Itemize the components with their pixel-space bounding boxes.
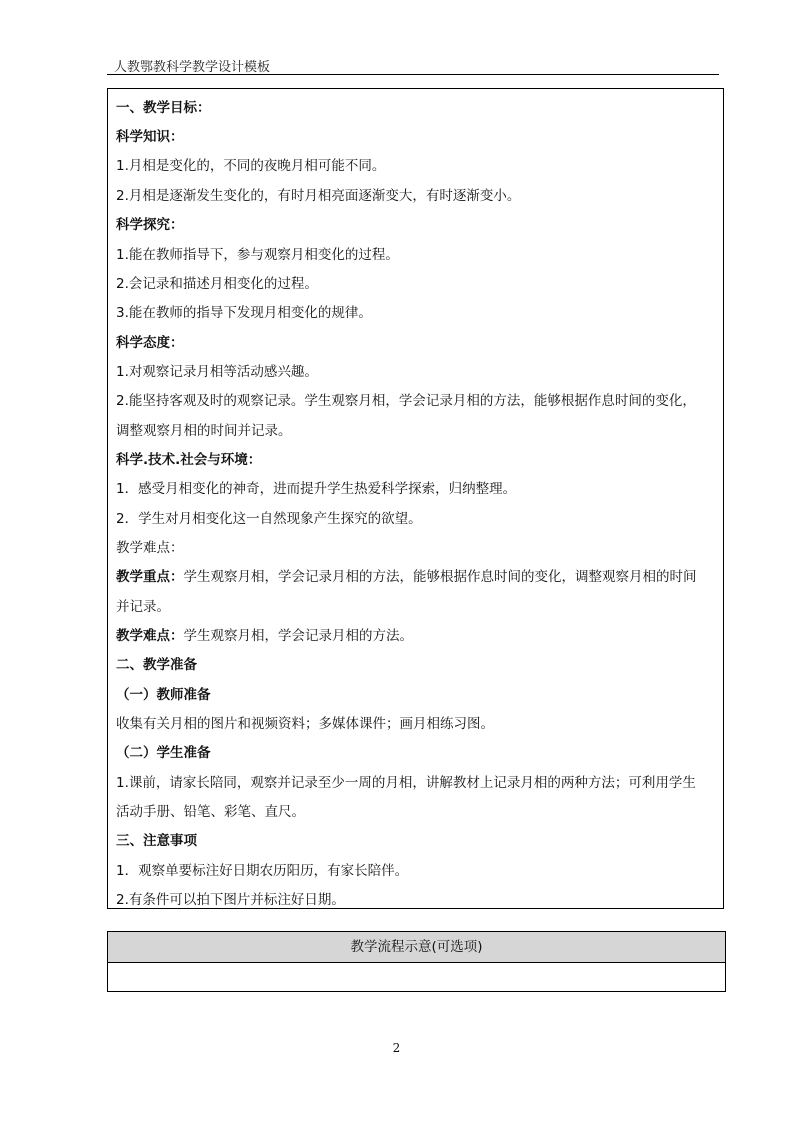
- text-line: 2．学生对月相变化这一自然现象产生探究的欲望。: [116, 511, 422, 527]
- text-line: 2.有条件可以拍下图片并标注好日期。: [116, 892, 345, 908]
- subheading-knowledge: 科学知识：: [116, 129, 184, 145]
- flow-diagram-table: [107, 931, 726, 992]
- key-point-text: 学生观察月相，学会记录月相的方法，能够根据作息时间的变化，调整观察月相的时间: [183, 569, 697, 585]
- document-header: 人教鄂教科学教学设计模板: [114, 60, 271, 75]
- subheading-stse: 科学.技术.社会与环境：: [116, 452, 262, 468]
- text-line: 1．观察单要标注好日期农历阳历，有家长陪伴。: [116, 863, 409, 879]
- text-line: 1.课前，请家长陪同，观察并记录至少一周的月相，讲解教材上记录月相的两种方法；可利用学生: [116, 775, 696, 791]
- page-number: 2: [392, 1041, 401, 1055]
- text-line: 1.月相是变化的，不同的夜晚月相可能不同。: [116, 158, 386, 174]
- lesson-content-box: [107, 88, 724, 909]
- key-point-label: 教学重点：: [116, 569, 184, 585]
- text-line: 活动手册、铅笔、彩笔、直尺。: [116, 804, 305, 820]
- key-point-line: [116, 568, 697, 586]
- subheading-teacher-prep: （一）教师准备: [116, 687, 211, 703]
- text-line: 收集有关月相的图片和视频资料；多媒体课件；画月相练习图。: [116, 716, 494, 732]
- subheading-student-prep: （二）学生准备: [116, 745, 211, 761]
- text-line: 调整观察月相的时间并记录。: [116, 423, 292, 439]
- header-divider: [107, 74, 719, 75]
- difficulty-text: 学生观察月相，学会记录月相的方法。: [183, 628, 413, 644]
- text-line: 教学难点：: [116, 540, 184, 556]
- text-line: 2.会记录和描述月相变化的过程。: [116, 276, 318, 292]
- text-line: 1．感受月相变化的神奇，进而提升学生热爱科学探索，归纳整理。: [116, 481, 517, 497]
- difficulty-label: 教学难点：: [116, 628, 184, 644]
- section-objectives-heading: 一、教学目标：: [116, 100, 211, 116]
- text-line: 2.月相是逐渐发生变化的，有时月相亮面逐渐变大，有时逐渐变小。: [116, 188, 521, 204]
- text-line: 并记录。: [116, 599, 170, 615]
- text-line: 2.能坚持客观及时的观察记录。学生观察月相，学会记录月相的方法，能够根据作息时间的变化，: [116, 393, 696, 409]
- difficulty-line: [116, 627, 413, 645]
- subheading-inquiry: 科学探究：: [116, 217, 184, 233]
- text-line: 1.能在教师指导下，参与观察月相变化的过程。: [116, 247, 399, 263]
- text-line: 1.对观察记录月相等活动感兴趣。: [116, 364, 318, 380]
- section-preparation-heading: 二、教学准备: [116, 657, 197, 673]
- flow-diagram-title: 教学流程示意(可选项): [108, 932, 725, 963]
- section-notes-heading: 三、注意事项: [116, 833, 197, 849]
- subheading-attitude: 科学态度：: [116, 335, 184, 351]
- text-line: 3.能在教师的指导下发现月相变化的规律。: [116, 305, 372, 321]
